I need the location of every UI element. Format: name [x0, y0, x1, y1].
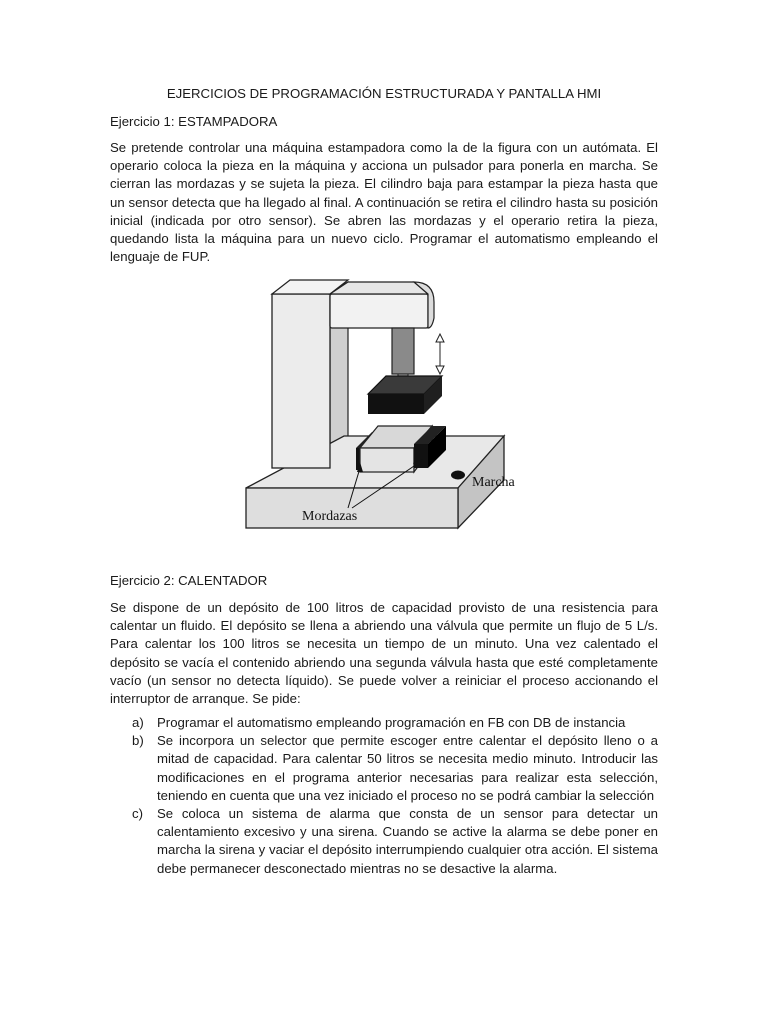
motion-arrow-icon [436, 334, 444, 374]
list-marker: b) [132, 733, 144, 749]
list-marker: a) [132, 715, 144, 730]
stamping-machine-figure [236, 276, 532, 538]
list-item-text: Se coloca un sistema de alarma que consta de un sensor para detectar un calentamiento excesivo y una sirena. Cuando se active la alarma se debe poner en marcha la sirena y vaciar el depósito interrumpiendo cualquier otra acción. El sistema debe permanecer desconectado mientras no se desactive la alarma. [157, 806, 658, 876]
exercise2-task-list [110, 714, 658, 878]
exercise2-heading: Ejercicio 2: CALENTADOR [110, 573, 268, 588]
document-title: EJERCICIOS DE PROGRAMACIÓN ESTRUCTURADA Y PANTALLA HMI [166, 86, 602, 101]
arm-top [330, 282, 428, 294]
list-item-text: Se incorpora un selector que permite escoger entre calentar el depósito lleno o a mitad de capacidad. Para calentar 50 litros se necesita medio minuto. Introducir las modificaciones en el programa anterior necesarias para realizar esta selección, teniendo en cuenta que una vez iniciado el proceso no se podrá cambiar la selección [157, 733, 658, 803]
list-item [110, 732, 658, 805]
start-button-icon [451, 471, 465, 480]
list-item [110, 714, 658, 732]
workpiece-front [360, 448, 414, 472]
die-front [368, 394, 424, 414]
exercise1-heading: Ejercicio 1: ESTAMPADORA [110, 114, 278, 129]
arm-front [330, 294, 428, 328]
label-mordazas: Mordazas [302, 509, 358, 524]
label-marcha: Marcha [472, 475, 515, 490]
cylinder-body [392, 328, 414, 374]
exercise2-text: Se dispone de un depósito de 100 litros de capacidad provisto de una resistencia para calentar un fluido. El depósito se llena a abriendo una válvula que permite un flujo de 5 L/s. Para calentar los 100 litros se necesita un tiempo de un minuto. Una vez calentado el depósito se vacía el contenido abriendo una segunda válvula hasta que esté completamente vacío (un sensor no detecta líquido). Se puede volver a reiniciar el proceso accionando el interruptor de arranque. Se pide: [110, 600, 658, 707]
exercise1-text: Se pretende controlar una máquina estampadora como la de la figura con un autómata. El operario coloca la pieza en la máquina y acciona un pulsador para ponerla en marcha. Se cierran las mordazas y se sujeta la pieza. El cilindro baja para estampar la pieza hasta que un sensor detecta que ha llegado al final. A continuación se retira el cilindro hasta su posición inicial (indicada por otro sensor). Se abren las mordazas y el operario retira la pieza, quedando lista la máquina para un nuevo ciclo. Programar el automatismo empleando el lenguaje de FUP. [110, 140, 658, 265]
list-item-text: Programar el automatismo empleando programación en FB con DB de instancia [157, 715, 626, 730]
list-marker: c) [132, 806, 143, 822]
column-front [272, 294, 330, 468]
list-item [110, 805, 658, 878]
